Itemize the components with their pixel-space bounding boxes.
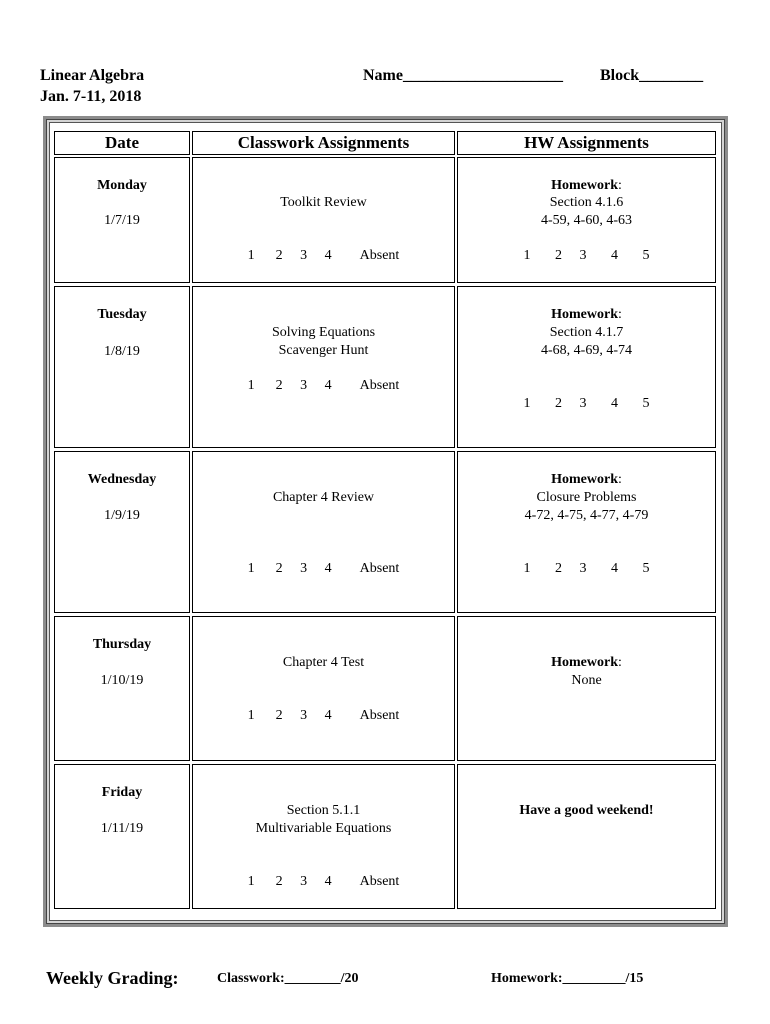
classwork-line: Chapter 4 Review [272, 490, 375, 505]
classwork-line: Multivariable Equations [255, 821, 392, 836]
hw-colon: : [618, 655, 622, 670]
score-option: 1 [523, 561, 531, 576]
table-row-date-cell [54, 451, 190, 613]
hw-label: Homework [551, 307, 618, 322]
hw-colon: : [618, 472, 622, 487]
score-option: 1 [247, 561, 255, 576]
score-option: 3 [579, 561, 587, 576]
table-row-classwork-cell [192, 451, 455, 613]
column-header-date: Date [54, 131, 190, 155]
classwork-score-scale [193, 873, 454, 891]
table-row-classwork-cell [192, 616, 455, 761]
score-option: 1 [523, 396, 531, 411]
date-label: 1/10/19 [100, 673, 144, 688]
course-title: Linear Algebra [40, 67, 145, 84]
classwork-score-scale [193, 247, 454, 265]
table-row-date-cell [54, 616, 190, 761]
week-dates: Jan. 7-11, 2018 [40, 88, 142, 105]
score-option: 2 [275, 874, 283, 889]
date-label: 1/9/19 [104, 508, 140, 523]
hw-line: Closure Problems [536, 490, 637, 505]
score-option: 3 [300, 708, 308, 723]
score-option: 1 [247, 378, 255, 393]
hw-label: Homework [551, 472, 618, 487]
score-option: 1 [247, 874, 255, 889]
score-option: 3 [300, 561, 308, 576]
score-option-absent: Absent [359, 561, 400, 576]
date-label: 1/8/19 [104, 344, 140, 359]
score-option: 2 [555, 396, 562, 411]
hw-line: 4-59, 4-60, 4-63 [541, 213, 632, 228]
table-row-date-cell [54, 157, 190, 283]
table-row-date-cell [54, 286, 190, 448]
classwork-line: Chapter 4 Test [282, 655, 365, 670]
score-option-absent: Absent [359, 708, 400, 723]
score-option: 2 [555, 248, 562, 263]
score-option: 3 [300, 874, 308, 889]
hw-line: Section 4.1.6 [549, 195, 624, 210]
hw-score-scale [458, 247, 715, 265]
score-option: 4 [611, 396, 618, 411]
score-option: 2 [275, 561, 283, 576]
score-option-absent: Absent [359, 378, 400, 393]
classwork-score-scale [193, 707, 454, 725]
score-option: 3 [579, 396, 587, 411]
score-option: 5 [642, 396, 650, 411]
block-field: Block________ [600, 67, 704, 84]
score-option: 2 [275, 248, 283, 263]
table-row-classwork-cell [192, 157, 455, 283]
weekend-message: Have a good weekend! [519, 803, 654, 818]
hw-line: Section 4.1.7 [549, 325, 624, 340]
hw-heading [458, 177, 715, 195]
hw-heading [458, 471, 715, 489]
score-option: 1 [247, 248, 255, 263]
table-row-date-cell [54, 764, 190, 909]
hw-label: Homework [551, 178, 618, 193]
day-label: Wednesday [87, 472, 157, 487]
hw-line: 4-72, 4-75, 4-77, 4-79 [524, 508, 649, 523]
column-header-hw: HW Assignments [457, 131, 716, 155]
score-option: 3 [300, 378, 308, 393]
classwork-line: Toolkit Review [280, 195, 367, 210]
hw-colon: : [618, 307, 622, 322]
date-label: 1/7/19 [104, 213, 140, 228]
classwork-total-field: Classwork:________/20 [217, 971, 359, 986]
day-label: Thursday [92, 637, 152, 652]
hw-line: None [571, 673, 602, 688]
score-option: 3 [300, 248, 308, 263]
table-row-hw-cell [457, 157, 716, 283]
date-label: 1/11/19 [100, 821, 144, 836]
score-option: 2 [555, 561, 562, 576]
classwork-score-scale [193, 560, 454, 578]
table-row-hw-cell [457, 451, 716, 613]
day-label: Friday [101, 785, 143, 800]
hw-score-scale [458, 560, 715, 578]
score-option: 4 [324, 708, 332, 723]
score-option: 4 [611, 561, 618, 576]
score-option: 4 [324, 874, 332, 889]
classwork-line: Scavenger Hunt [278, 343, 369, 358]
score-option: 5 [642, 561, 650, 576]
score-option: 4 [611, 248, 618, 263]
score-option: 2 [275, 378, 283, 393]
name-field: Name____________________ [363, 67, 563, 84]
table-row-classwork-cell [192, 286, 455, 448]
classwork-line: Section 5.1.1 [286, 803, 361, 818]
table-row-classwork-cell [192, 764, 455, 909]
hw-heading [458, 654, 715, 672]
hw-colon: : [618, 178, 622, 193]
table-row-hw-cell [457, 764, 716, 909]
score-option: 4 [324, 561, 332, 576]
score-option-absent: Absent [359, 248, 400, 263]
table-row-hw-cell [457, 286, 716, 448]
score-option: 4 [324, 378, 332, 393]
hw-score-scale [458, 395, 715, 413]
hw-line: 4-68, 4-69, 4-74 [541, 343, 632, 358]
table-row-hw-cell [457, 616, 716, 761]
weekly-grading-label: Weekly Grading: [46, 968, 179, 988]
score-option: 2 [275, 708, 283, 723]
homework-total-field: Homework:_________/15 [491, 971, 644, 986]
score-option: 1 [523, 248, 531, 263]
score-option: 4 [324, 248, 332, 263]
day-label: Tuesday [97, 307, 147, 322]
hw-label: Homework [551, 655, 618, 670]
column-header-classwork: Classwork Assignments [192, 131, 455, 155]
score-option-absent: Absent [359, 874, 400, 889]
score-option: 5 [642, 248, 650, 263]
hw-heading [458, 306, 715, 324]
score-option: 1 [247, 708, 255, 723]
score-option: 3 [579, 248, 587, 263]
classwork-line: Solving Equations [271, 325, 376, 340]
classwork-score-scale [193, 377, 454, 395]
day-label: Monday [97, 178, 147, 193]
